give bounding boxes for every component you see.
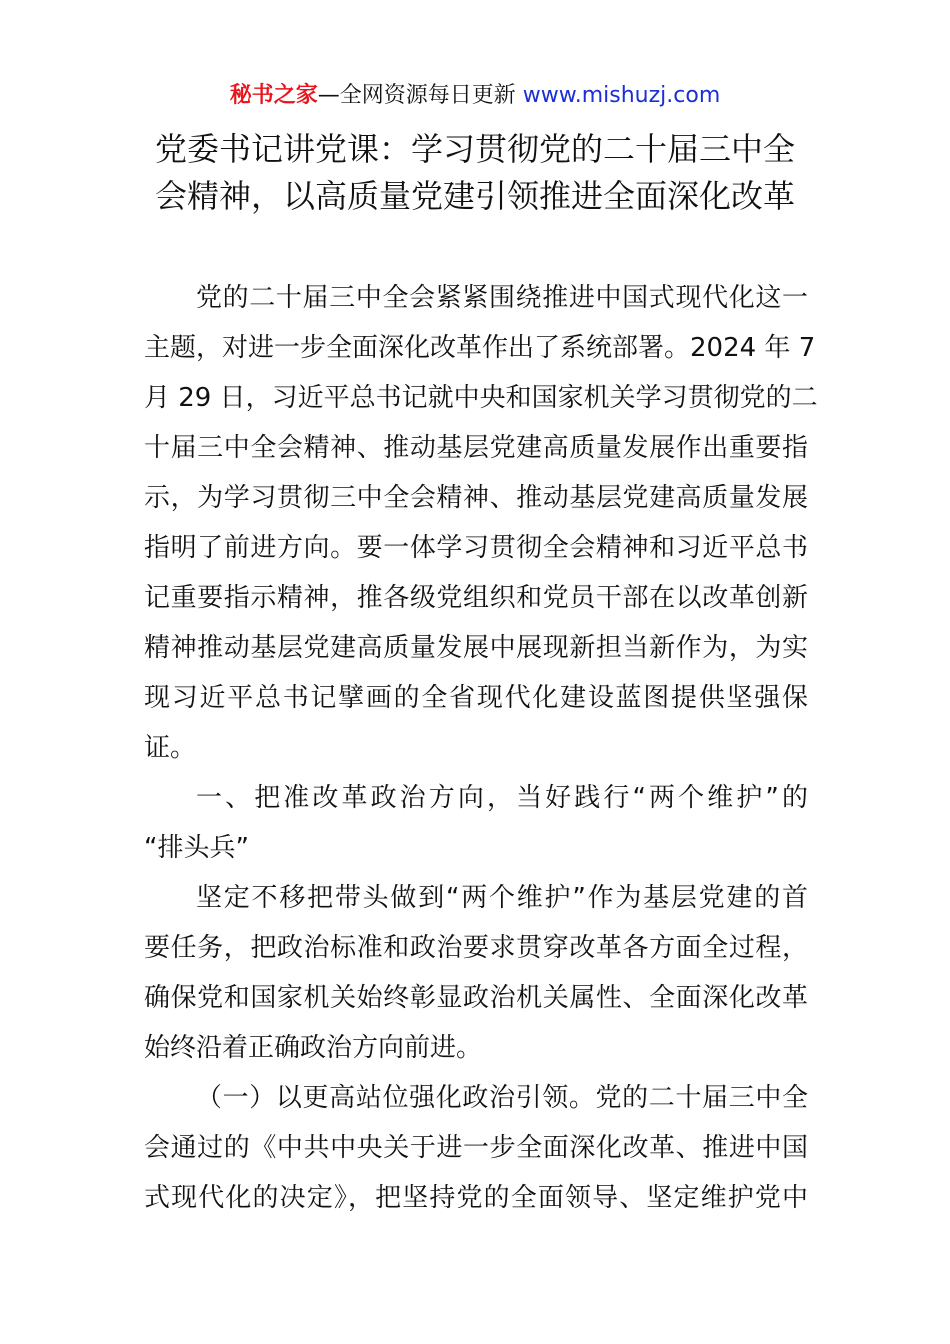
- title-line-2: 会精神，以高质量党建引领推进全面深化改革: [154, 177, 795, 215]
- body-line: 记重要指示精神，推各级党组织和党员干部在以改革创新: [144, 583, 808, 613]
- body-line: 证。: [144, 733, 197, 763]
- body-line: 精神推动基层党建高质量发展中展现新担当新作为，为实: [144, 633, 808, 663]
- body-line: 指明了前进方向。要一体学习贯彻全会精神和习近平总书: [144, 533, 808, 563]
- paragraph-section-1: [144, 873, 808, 1073]
- body-line: 始终沿着正确政治方向前进。: [144, 1033, 483, 1063]
- document-body: [144, 273, 818, 1223]
- body-line: 要任务，把政治标准和政治要求贯穿改革各方面全过程，: [144, 933, 808, 963]
- heading-line: “排头兵”: [144, 833, 249, 863]
- body-line: 示，为学习贯彻三中全会精神、推动基层党建高质量发展: [144, 483, 808, 513]
- body-line: 月 29 日，习近平总书记就中央和国家机关学习贯彻党的二: [144, 383, 818, 413]
- site-brand: 秘书之家: [229, 83, 318, 108]
- body-line: （一）以更高站位强化政治引领。党的二十届三中全: [196, 1083, 808, 1113]
- paragraph-intro: [144, 273, 818, 773]
- body-line: 现习近平总书记擘画的全省现代化建设蓝图提供坚强保: [144, 683, 808, 713]
- site-tagline: —全网资源每日更新: [317, 83, 516, 108]
- paragraph-subsection-1: [144, 1073, 808, 1223]
- body-line: 坚定不移把带头做到“两个维护”作为基层党建的首: [196, 883, 808, 913]
- document-title: [100, 126, 850, 220]
- title-line-1: 党委书记讲党课：学习贯彻党的二十届三中全: [154, 130, 795, 168]
- heading-line: 一、把准改革政治方向，当好践行“两个维护”的: [196, 783, 808, 813]
- site-header: [0, 80, 950, 112]
- body-line: 式现代化的决定》，把坚持党的全面领导、坚定维护党中: [144, 1183, 808, 1213]
- body-line: 确保党和国家机关始终彰显政治机关属性、全面深化改革: [144, 983, 808, 1013]
- body-line: 党的二十届三中全会紧紧围绕推进中国式现代化这一: [196, 283, 808, 313]
- body-line: 会通过的《中共中央关于进一步全面深化改革、推进中国: [144, 1133, 808, 1163]
- section-heading-1: [144, 773, 808, 873]
- site-url-link[interactable]: www.mishuzj.com: [522, 83, 721, 108]
- body-line: 主题，对进一步全面深化改革作出了系统部署。2024 年 7: [144, 333, 816, 363]
- body-line: 十届三中全会精神、推动基层党建高质量发展作出重要指: [144, 433, 808, 463]
